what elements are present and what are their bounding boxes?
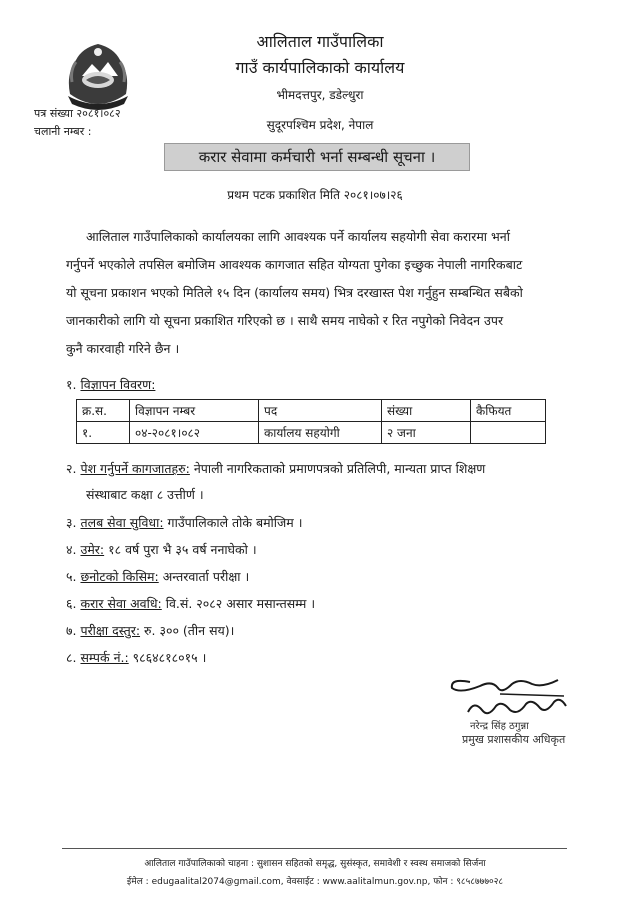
table-header: कैफियत [471, 400, 546, 422]
signatory-name: नरेन्द्र सिंह ठगुन्ना [470, 721, 529, 732]
item-text: नेपाली नागरिकताको प्रमाणपत्रको प्रतिलिपी, मान्यता प्राप्त शिक्षण [189, 461, 486, 476]
office-name: आलिताल गाउँपालिका [256, 32, 384, 51]
item-number: ८. [66, 650, 77, 665]
publish-date: प्रथम पटक प्रकाशित मिति २०८१।०७।२६ [227, 188, 403, 202]
item-documents [66, 460, 485, 477]
section-label: विज्ञापन विवरण: [80, 377, 156, 392]
item-number: ५. [66, 569, 77, 584]
table-header-row [77, 400, 546, 422]
item-label: छनोटको किसिम: [80, 569, 159, 584]
item-text: ९८६४८१८०१५ । [128, 650, 207, 665]
dispatch-number: चलानी नम्बर : [34, 125, 92, 138]
item-contact [66, 649, 206, 666]
signatory-title: प्रमुख प्रशासकीय अधिकृत [462, 733, 566, 746]
body-line: जानकारीको लागि यो सूचना प्रकाशित गरिएको छ । साथै समय नाघेको र रित नपुगेको निवेदन उपर [66, 313, 504, 328]
item-label: पेश गर्नुपर्ने कागजातहरु: [80, 461, 190, 476]
item-text: रु. ३०० (तीन सय)। [140, 623, 235, 638]
item-exam-fee [66, 622, 234, 639]
item-text: वि.सं. २०८२ असार मसान्तसम्म । [161, 596, 316, 611]
table-cell: कार्यालय सहयोगी [259, 422, 382, 444]
body-line: गर्नुपर्ने भएकोले तपसिल बमोजिम आवश्यक कागजात सहित योग्यता पुगेका इच्छुक नेपाली नागरिकबाट [66, 257, 523, 272]
item-text: १८ वर्ष पुरा भै ३५ वर्ष ननाघेको । [104, 542, 257, 557]
item-age [66, 541, 257, 558]
table-cell [471, 422, 546, 444]
table-header: विज्ञापन नम्बर [130, 400, 259, 422]
body-line: आलिताल गाउँपालिकाको कार्यालयका लागि आवश्यक पर्ने कार्यालय सहयोगी सेवा करारमा भर्ना [86, 229, 510, 244]
table-header: संख्या [382, 400, 471, 422]
office-subtitle: गाउँ कार्यपालिकाको कार्यालय [235, 58, 405, 77]
item-selection [66, 568, 249, 585]
section-number: १. [66, 377, 77, 392]
letter-number: पत्र संख्या २०८१।०८२ [34, 107, 121, 120]
item-label: तलब सेवा सुविधा: [80, 515, 164, 530]
footer-divider [62, 848, 567, 849]
office-address: भीमदत्तपुर, डडेल्धुरा [276, 88, 364, 102]
item-salary [66, 514, 303, 531]
item-number: २. [66, 461, 77, 476]
office-province: सुदूरपश्चिम प्रदेश, नेपाल [266, 118, 374, 132]
item-number: ४. [66, 542, 77, 557]
item-number: ६. [66, 596, 77, 611]
table-header: क्र.स. [77, 400, 130, 422]
advertisement-table [76, 399, 546, 444]
table-cell: २ जना [382, 422, 471, 444]
footer-slogan: आलिताल गाउँपालिकाको चाहना : सुशासन सहितको समृद्ध, सुसंस्कृत, समावेशी र स्वस्थ समाजको सिर्जना [144, 859, 486, 869]
table-row [77, 422, 546, 444]
item-label: उमेर: [80, 542, 105, 557]
item-label: सम्पर्क नं.: [80, 650, 129, 665]
footer-contact: ईमेल : edugaalital2074@gmail.com, वेवसाईट : www.aalitalmun.gov.np, फोन : ९८५८७७७०२८ [126, 877, 504, 887]
nepal-emblem-icon [62, 34, 134, 110]
item-label: परीक्षा दस्तुर: [80, 623, 141, 638]
section-advertisement [66, 376, 155, 393]
table-header: पद [259, 400, 382, 422]
item-number: ३. [66, 515, 77, 530]
table-cell: १. [77, 422, 130, 444]
item-text: गाउँपालिकाले तोके बमोजिम । [163, 515, 303, 530]
body-line: यो सूचना प्रकाशन भएको मितिले १५ दिन (कार्यालय समय) भित्र दरखास्त पेश गर्नुहुन सम्बन्धित सबैको [66, 285, 523, 300]
item-number: ७. [66, 623, 77, 638]
item-documents-continued: संस्थाबाट कक्षा ८ उत्तीर्ण । [86, 487, 204, 502]
item-label: करार सेवा अवधि: [80, 596, 162, 611]
notice-title: करार सेवामा कर्मचारी भर्ना सम्बन्धी सूचना । [164, 143, 470, 171]
item-contract-period [66, 595, 315, 612]
body-line: कुनै कारवाही गरिने छैन । [66, 341, 180, 356]
item-text: अन्तरवार्ता परीक्षा । [158, 569, 250, 584]
table-cell: ०४-२०८१।०८२ [130, 422, 259, 444]
